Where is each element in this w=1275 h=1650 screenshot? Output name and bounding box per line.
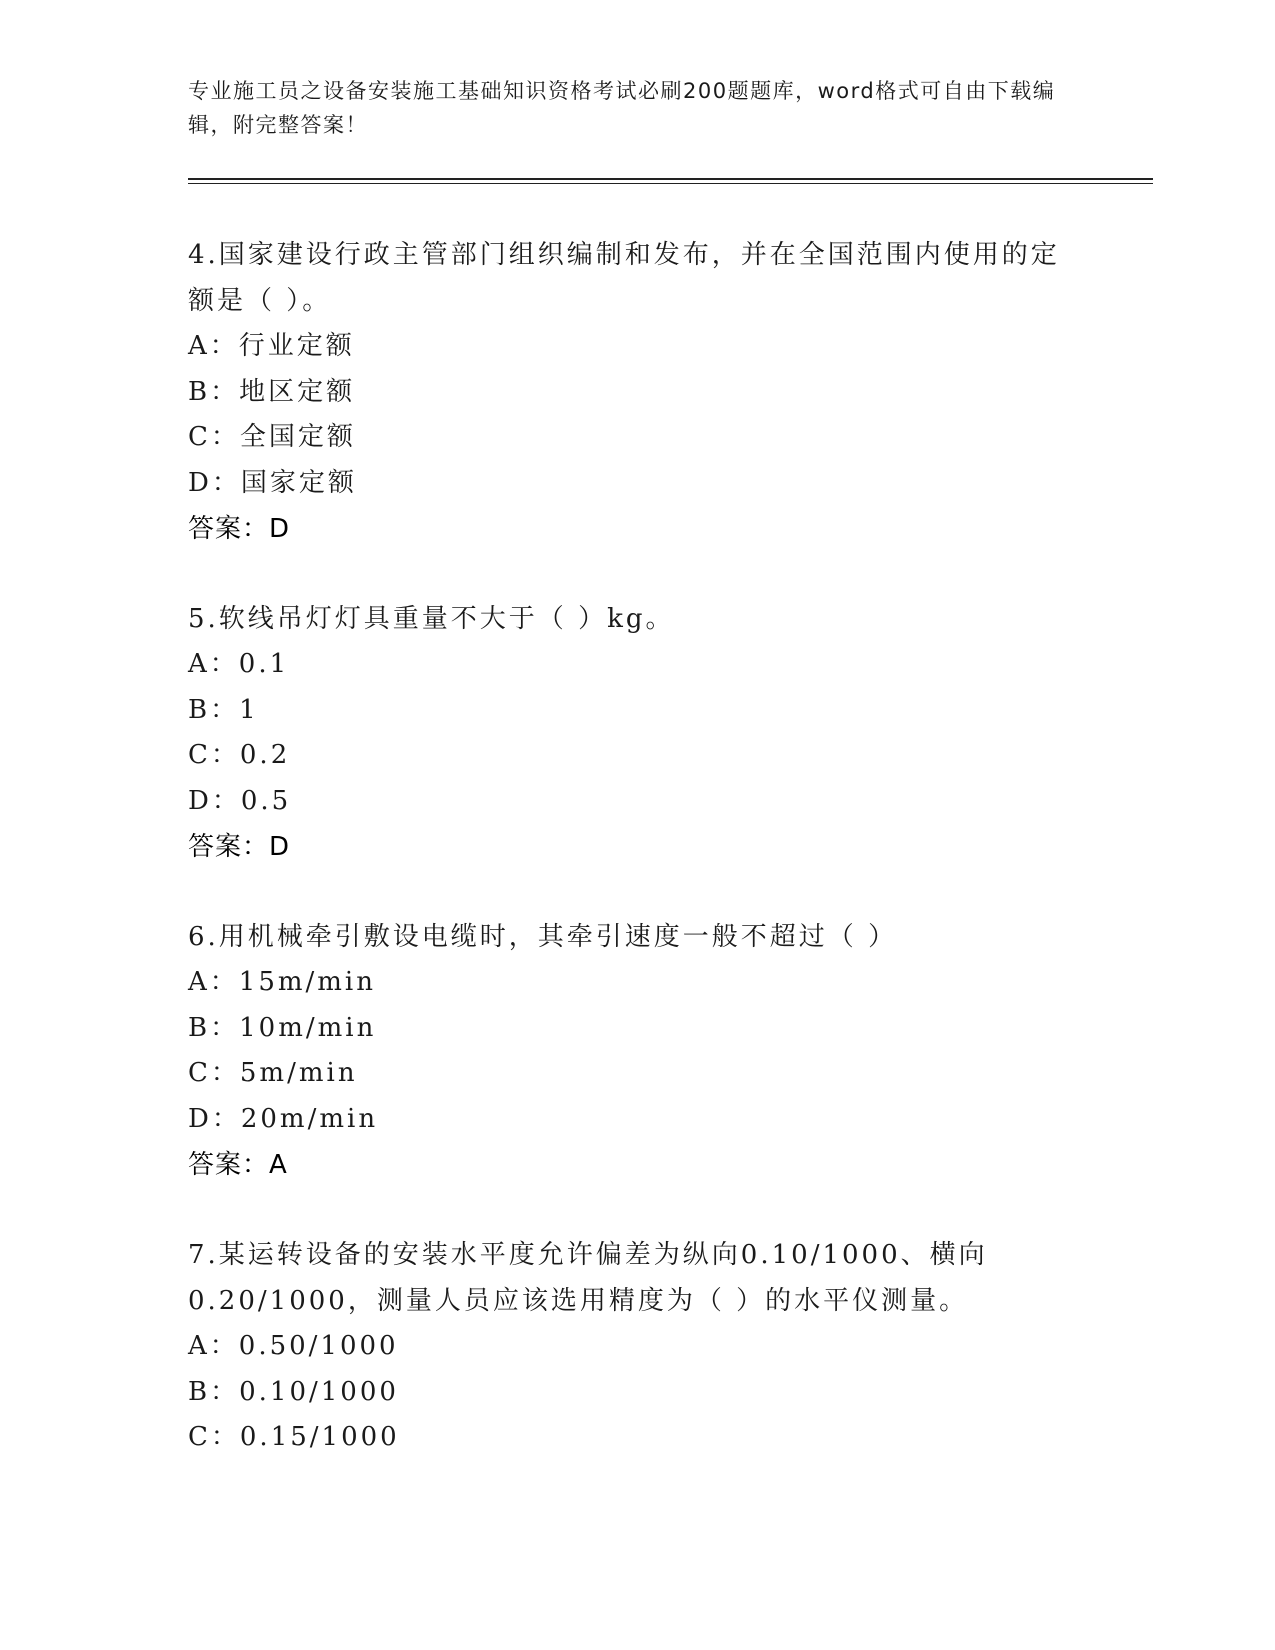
- option-c: C：5m/min: [188, 1058, 358, 1088]
- option-c: C：0.15/1000: [188, 1422, 400, 1452]
- answer-line: 答案：D: [188, 832, 291, 862]
- answer-line: 答案：A: [188, 1150, 288, 1180]
- document-header: 专业施工员之设备安装施工基础知识资格考试必刷200题题库，word格式可自由下载编辑，附完整答案！: [188, 79, 1056, 137]
- option-b: B：地区定额: [188, 376, 356, 407]
- question-7: [188, 1232, 1068, 1461]
- question-4: [188, 232, 1068, 552]
- question-6: [188, 914, 1068, 1188]
- option-a: A：0.50/1000: [188, 1331, 399, 1361]
- answer-line: 答案：D: [188, 514, 291, 544]
- option-a: A：行业定额: [188, 331, 355, 361]
- header-divider: [188, 178, 1153, 180]
- option-b: B：0.10/1000: [188, 1376, 399, 1407]
- question-5: [188, 596, 1068, 870]
- option-c: C：全国定额: [188, 422, 356, 452]
- option-d: D：0.5: [188, 785, 292, 816]
- option-b: B：1: [188, 694, 259, 725]
- option-d: D：国家定额: [188, 467, 357, 498]
- option-a: A：0.1: [188, 649, 290, 679]
- question-stem: 7.某运转设备的安装水平度允许偏差为纵向0.10/1000、横向0.20/1000，测量人员应该选用精度为（ ）的水平仪测量。: [188, 1240, 988, 1316]
- option-b: B：10m/min: [188, 1012, 377, 1043]
- option-c: C：0.2: [188, 740, 291, 770]
- question-stem: 5.软线吊灯灯具重量不大于（ ）kg。: [188, 604, 675, 634]
- question-stem: 6.用机械牵引敷设电缆时，其牵引速度一般不超过（ ）: [188, 922, 898, 952]
- option-a: A：15m/min: [188, 967, 376, 997]
- option-d: D：20m/min: [188, 1103, 379, 1134]
- question-list: [188, 232, 1068, 1505]
- header-divider-thin: [188, 183, 1153, 184]
- question-stem: 4.国家建设行政主管部门组织编制和发布，并在全国范围内使用的定额是（ ）。: [188, 240, 1060, 316]
